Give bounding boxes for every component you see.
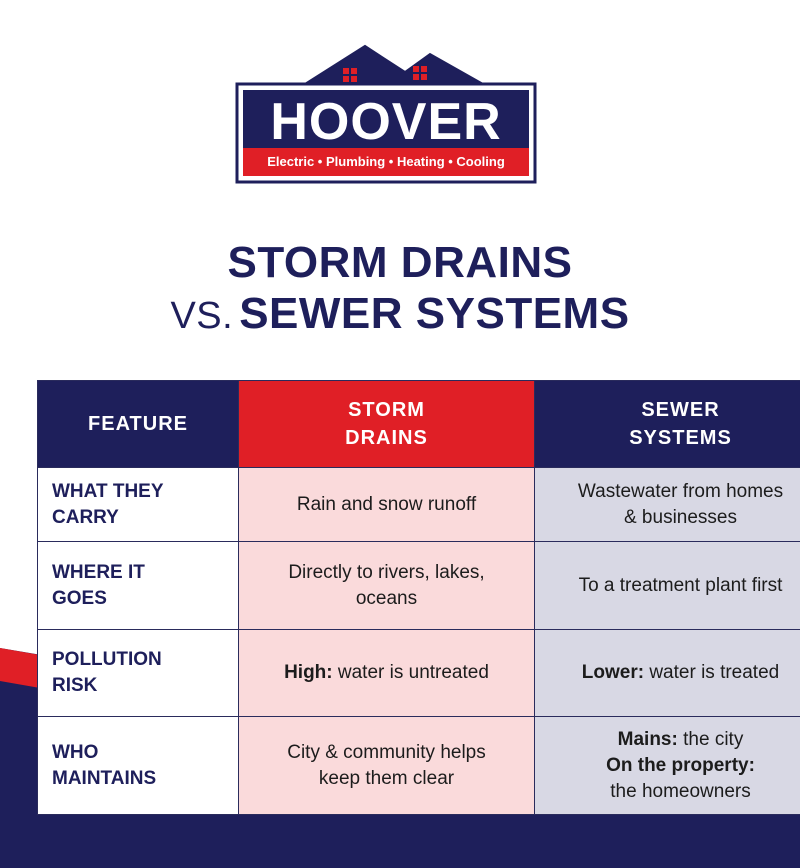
sewer-cell bbox=[535, 717, 800, 815]
storm-line: oceans bbox=[355, 587, 418, 609]
logo-name: HOOVER bbox=[270, 93, 502, 151]
sewer-text: the city bbox=[683, 728, 744, 750]
storm-cell: Rain and snow runoff bbox=[239, 468, 535, 542]
page-title-line2 bbox=[0, 289, 800, 341]
header-storm-drains bbox=[239, 381, 535, 468]
feature-cell bbox=[38, 542, 239, 630]
header-storm-line1: STORM bbox=[348, 399, 425, 421]
header-sewer-systems bbox=[535, 381, 800, 468]
background-red-stripe-left bbox=[0, 648, 40, 688]
storm-cell bbox=[239, 630, 535, 717]
header-storm-line2: DRAINS bbox=[345, 427, 428, 449]
feature-line: WHO bbox=[52, 741, 99, 763]
header-sewer-line1: SEWER bbox=[641, 399, 720, 421]
title-vs-prefix: VS. bbox=[170, 295, 234, 337]
feature-cell bbox=[38, 468, 239, 542]
feature-cell bbox=[38, 630, 239, 717]
feature-line: MAINTAINS bbox=[52, 767, 157, 789]
table-row bbox=[38, 630, 800, 717]
header-feature: FEATURE bbox=[38, 381, 239, 468]
sewer-cell bbox=[535, 630, 800, 717]
feature-line: CARRY bbox=[52, 506, 119, 528]
sewer-line: & businesses bbox=[623, 506, 737, 528]
sewer-cell bbox=[535, 468, 800, 542]
sewer-emphasis: On the property: bbox=[606, 754, 755, 776]
sewer-line: Wastewater from homes bbox=[577, 480, 784, 502]
title-line2-text: SEWER SYSTEMS bbox=[239, 289, 630, 338]
storm-line: keep them clear bbox=[318, 767, 455, 789]
sewer-cell: To a treatment plant first bbox=[535, 542, 800, 630]
storm-text: water is untreated bbox=[337, 662, 489, 683]
feature-line: GOES bbox=[52, 587, 107, 609]
feature-cell bbox=[38, 717, 239, 815]
comparison-table bbox=[37, 380, 800, 815]
table-row bbox=[38, 542, 800, 630]
storm-line: City & community helps bbox=[287, 741, 486, 763]
storm-emphasis: High: bbox=[284, 662, 333, 683]
page-title-line1: STORM DRAINS bbox=[227, 238, 573, 287]
company-logo bbox=[235, 42, 537, 184]
feature-line: WHERE IT bbox=[52, 561, 145, 583]
storm-cell bbox=[239, 717, 535, 815]
table-header-row bbox=[38, 381, 800, 468]
table-row bbox=[38, 468, 800, 542]
sewer-text: the homeowners bbox=[610, 780, 751, 802]
storm-cell bbox=[239, 542, 535, 630]
sewer-emphasis: Lower: bbox=[581, 662, 645, 683]
feature-line: POLLUTION bbox=[52, 649, 162, 670]
feature-line: RISK bbox=[52, 675, 98, 696]
sewer-emphasis: Mains: bbox=[617, 728, 678, 750]
sewer-text: water is treated bbox=[649, 662, 780, 683]
feature-line: WHAT THEY bbox=[52, 480, 164, 502]
header-sewer-line2: SYSTEMS bbox=[629, 427, 732, 449]
storm-line: Directly to rivers, lakes, bbox=[288, 561, 485, 583]
logo-tagline: Electric • Plumbing • Heating • Cooling bbox=[267, 154, 505, 169]
table-row bbox=[38, 717, 800, 815]
